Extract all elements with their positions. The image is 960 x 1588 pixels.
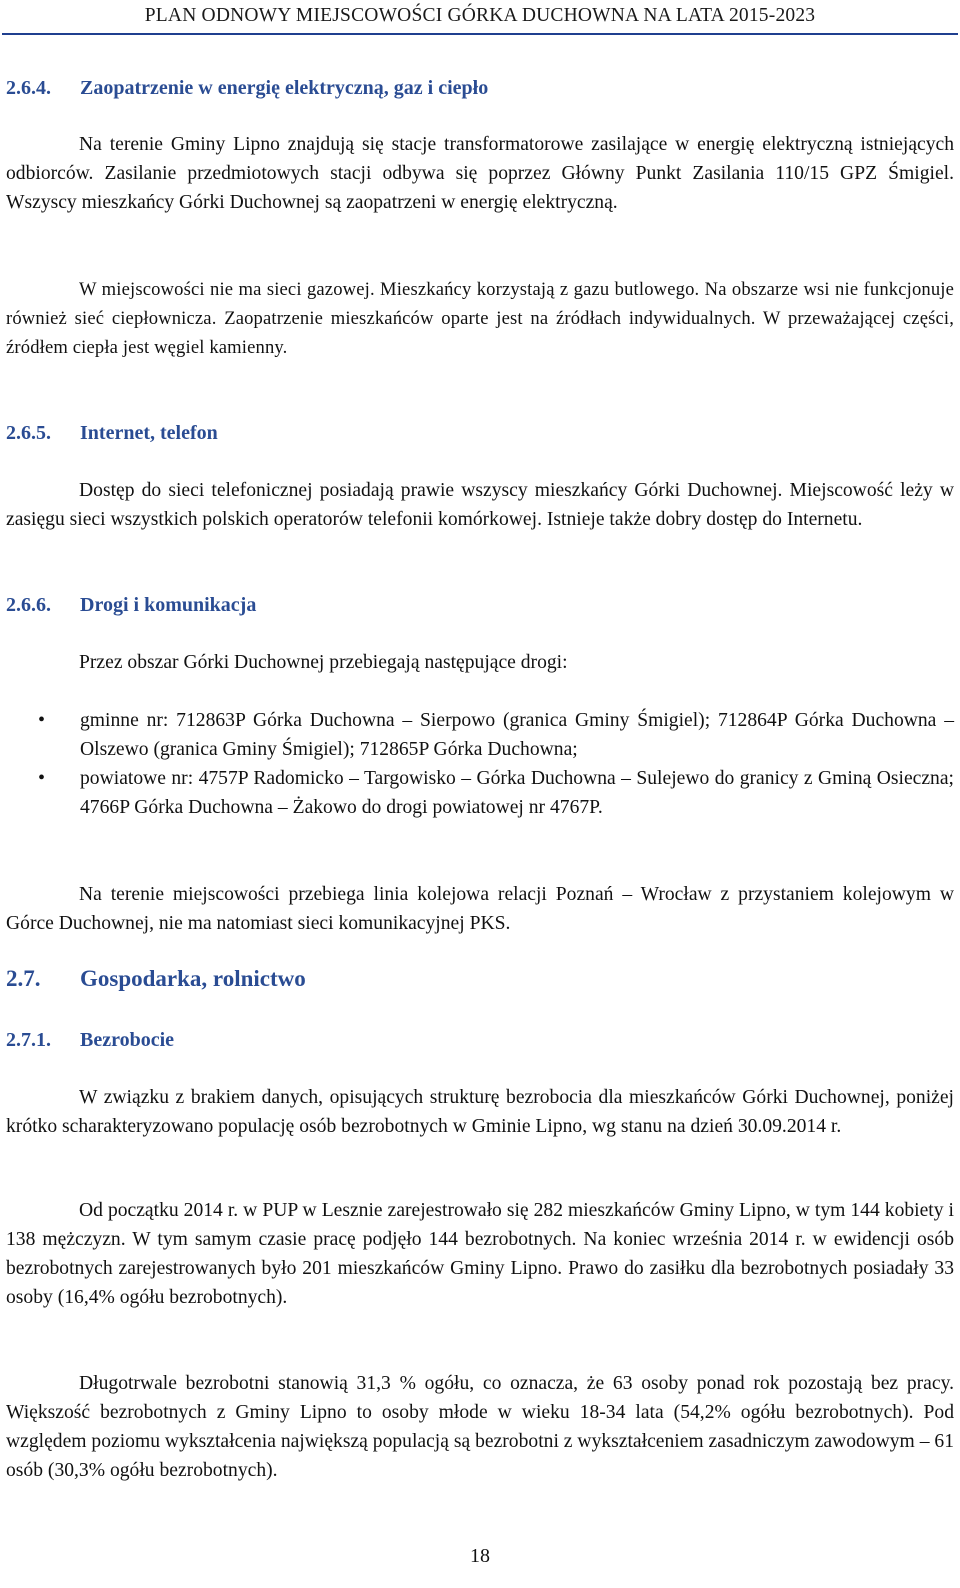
page-header (0, 0, 960, 38)
paragraph-roads-intro: Przez obszar Górki Duchownej przebiegają następujące drogi: (79, 652, 568, 673)
section-heading-2-6-4 (6, 76, 946, 102)
paragraph-telephone: Dostęp do sieci telefonicznej posiadają prawie wszyscy mieszkańcy Górki Duchownej. Miejscowość leży w zasięgu sieci wszystkich polskich operatorów telefonii komórkowej. Istnieje także dobry dostęp do Internetu. (6, 480, 954, 530)
section-heading-2-6-5 (6, 421, 946, 447)
header-divider (2, 33, 958, 35)
paragraph-unemployment-stats: Od początku 2014 r. w PUP w Lesznie zarejestrowało się 282 mieszkańców Gminy Lipno, w tym 144 kobiety i 138 mężczyzn. W tym samym czasie pracę podjęło 144 bezrobotnych. Na koniec września 2014 r. w ewidencji osób bezrobotnych zarejestrowanych było 201 mieszkańców Gminy Lipno. Prawo do zasiłku dla bezrobotnych posiadały 33 osoby (16,4% ogółu bezrobotnych). (6, 1200, 954, 1308)
roads-list (0, 706, 960, 822)
section-title: Bezrobocie (80, 1029, 175, 1051)
list-item (0, 706, 960, 764)
page-number: 18 (470, 1545, 490, 1567)
section-number: 2.7. (6, 966, 41, 991)
section-title: Internet, telefon (80, 422, 218, 444)
section-number: 2.7.1. (6, 1029, 51, 1051)
list-item-text: powiatowe nr: 4757P Radomicko – Targowisko – Górka Duchowna – Sulejewo do granicy z Gminą Osieczna; 4766P Górka Duchowna – Żakowo do drogi powiatowej nr 4767P. (80, 768, 954, 818)
paragraph-gas-heat: W miejscowości nie ma sieci gazowej. Mieszkańcy korzystają z gazu butlowego. Na obszarze wsi nie funkcjonuje również sieć ciepłownicza. Zaopatrzenie mieszkańców oparte jest na źródłach indywidualnych. W przeważającej części, źródłem ciepła jest węgiel kamienny. (6, 279, 954, 358)
section-title: Gospodarka, rolnictwo (80, 966, 306, 991)
list-item (0, 764, 960, 822)
section-title: Drogi i komunikacja (80, 594, 257, 616)
section-number: 2.6.6. (6, 594, 51, 616)
document-title: PLAN ODNOWY MIEJSCOWOŚCI GÓRKA DUCHOWNA NA LATA 2015-2023 (144, 5, 816, 26)
paragraph-unemployment-intro: W związku z brakiem danych, opisujących strukturę bezrobocia dla mieszkańców Górki Duchownej, poniżej krótko scharakteryzowano populację osób bezrobotnych w Gminie Lipno, wg stanu na dzień 30.09.2014 r. (6, 1087, 954, 1137)
section-heading-2-6-6 (6, 593, 946, 619)
paragraph-railway: Na terenie miejscowości przebiega linia kolejowa relacji Poznań – Wrocław z przystaniem kolejowym w Górce Duchownej, nie ma natomiast sieci komunikacyjnej PKS. (6, 884, 954, 934)
paragraph-electricity: Na terenie Gminy Lipno znajdują się stacje transformatorowe zasilające w energię elektryczną istniejących odbiorców. Zasilanie przedmiotowych stacji odbywa się poprzez Główny Punkt Zasilania 110/15 GPZ Śmigiel. Wszyscy mieszkańcy Górki Duchownej są zaopatrzeni w energię elektryczną. (6, 134, 954, 213)
paragraph-long-term-unemployment: Długotrwale bezrobotni stanowią 31,3 % ogółu, co oznacza, że 63 osoby ponad rok pozostają bez pracy. Większość bezrobotnych z Gminy Lipno to osoby młode w wieku 18-34 lata (54,2% ogółu bezrobotnych). Pod względem poziomu wykształcenia największą populacją są bezrobotni z wykształceniem zasadniczym zawodowym – 61 osób (30,3% ogółu bezrobotnych). (6, 1373, 954, 1481)
section-number: 2.6.5. (6, 422, 51, 444)
bullet-icon: • (38, 709, 46, 731)
list-item-text: gminne nr: 712863P Górka Duchowna – Sierpowo (granica Gminy Śmigiel); 712864P Górka Duchowna – Olszewo (granica Gminy Śmigiel); 712865P Górka Duchowna; (80, 710, 954, 760)
section-heading-2-7-1 (6, 1028, 946, 1054)
bullet-icon: • (38, 767, 46, 789)
section-number: 2.6.4. (6, 77, 51, 99)
section-heading-2-7 (6, 967, 946, 995)
section-title: Zaopatrzenie w energię elektryczną, gaz i ciepło (80, 77, 489, 99)
